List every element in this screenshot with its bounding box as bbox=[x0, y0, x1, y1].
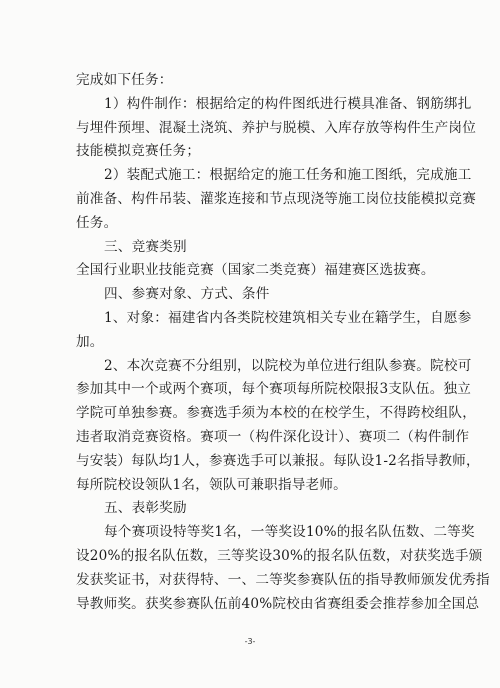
text-line: 技能模拟竞赛任务； bbox=[76, 143, 201, 160]
text-line: 违者取消竞赛资格。赛项一（构件深化设计）、赛项二（构件制作 bbox=[76, 428, 470, 445]
text-line: 任务。 bbox=[76, 214, 118, 231]
text-line: 1、对象：福建省内各类院校建筑相关专业在籍学生，自愿参 bbox=[104, 309, 472, 326]
text-line: 每所院校设领队1名，领队可兼职指导老师。 bbox=[76, 476, 347, 493]
text-line: 导教师奖。获奖参赛队伍前40%院校由省赛组委会推荐参加全国总 bbox=[76, 595, 480, 612]
text-line: 与埋件预埋、混凝土浇筑、养护与脱模、入库存放等构件生产岗位 bbox=[76, 119, 477, 136]
text-line: 加。 bbox=[76, 333, 104, 350]
text-line: 发获奖证书，对获得特、一、二等奖参赛队伍的指导教师颁发优秀指 bbox=[76, 571, 490, 588]
text-line: 与安装）每队均1人，参赛选手可以兼报。每队设1-2名指导教师， bbox=[76, 452, 480, 469]
page-number: -3- bbox=[244, 637, 256, 646]
text-line: 学院可单独参赛。参赛选手须为本校的在校学生，不得跨校组队， bbox=[76, 405, 477, 422]
text-line: 设20%的报名队伍数，三等奖设30%的报名队伍数，对获奖选手颁 bbox=[76, 547, 483, 564]
text-line: 参加其中一个或两个赛项，每个赛项每所院校限报3支队伍。独立 bbox=[76, 381, 472, 398]
section-heading: 三、竞赛类别 bbox=[104, 238, 187, 255]
text-line: 全国行业职业技能竞赛（国家二类竞赛）福建赛区选拔赛。 bbox=[76, 262, 435, 279]
text-line: 前准备、构件吊装、灌浆连接和节点现浇等施工岗位技能模拟竞赛 bbox=[76, 190, 477, 207]
text-line: 2、本次竞赛不分组别，以院校为单位进行组队参赛。院校可 bbox=[104, 357, 472, 374]
text-line: 1）构件制作：根据给定的构件图纸进行模具准备、钢筋绑扎 bbox=[104, 95, 472, 112]
section-heading: 四、参赛对象、方式、条件 bbox=[104, 286, 270, 303]
text-line: 每个赛项设特等奖1名，一等奖设10%的报名队伍数、二等奖 bbox=[104, 524, 475, 541]
text-line: 2）装配式施工：根据给定的施工任务和施工图纸，完成施工 bbox=[104, 167, 472, 184]
document-body bbox=[76, 69, 490, 616]
text-line: 完成如下任务： bbox=[76, 72, 173, 88]
section-heading: 五、表彰奖励 bbox=[104, 500, 187, 517]
